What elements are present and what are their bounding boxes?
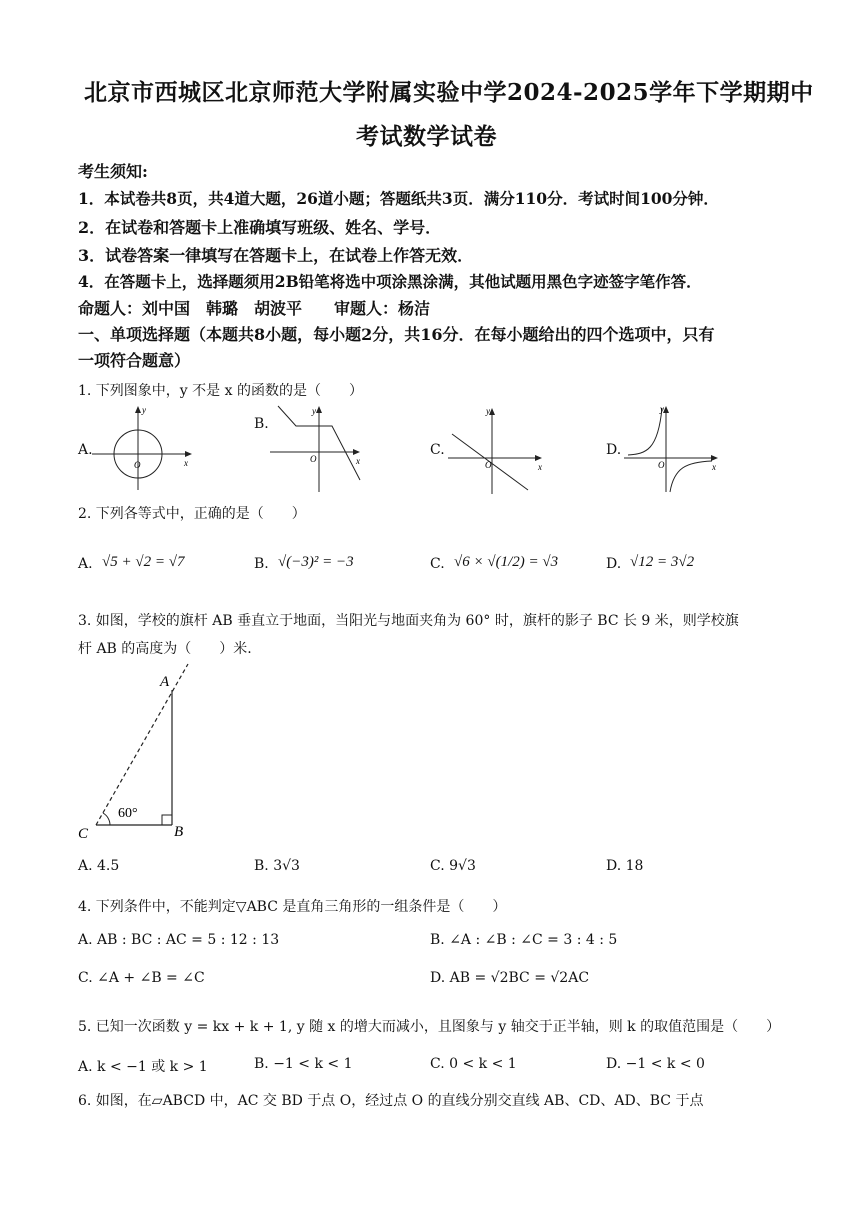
q1-stem: 1. 下列图象中，y 不是 x 的函数的是（ ） (78, 383, 363, 399)
q1-b-x-label: x (356, 456, 360, 466)
q5-stem: 5. 已知一次函数 y = kx + k + 1, y 随 x 的增大而减小，且图象与 y 轴交于正半轴，则 k 的取值范围是（ ） (78, 1019, 781, 1035)
q2-option-c-expr: √6 × √(1/2) = √3 (454, 554, 559, 570)
q2-option-c-label: C. (430, 556, 445, 572)
q1-d-x-label: x (712, 462, 716, 472)
q3-option-b: B. 3√3 (254, 858, 300, 874)
q1-d-y-label: y (660, 404, 664, 414)
q2-option-b-label: B. (254, 556, 269, 572)
notice-item-4: 4．在答题卡上，选择题须用2B铅笔将选中项涂黑涂满，其他试题用黑色字迹签字笔作答． (78, 272, 702, 291)
q3-point-a: A (160, 674, 170, 690)
q3-option-d: D. 18 (606, 858, 644, 874)
notice-item-1: 1．本试卷共8页，共4道大题，26道小题；答题纸共3页．满分110分．考试时间100分钟． (78, 189, 719, 208)
page-title-line2: 考试数学试卷 (356, 123, 497, 150)
q5-option-a: A. k < −1 或 k > 1 (78, 1059, 208, 1075)
q2-option-b-expr: √(−3)² = −3 (278, 554, 354, 570)
section1-heading-line1: 一、单项选择题（本题共8小题，每小题2分，共16分．在每小题给出的四个选项中，只有 (78, 325, 715, 344)
q1-b-origin: O (310, 454, 317, 464)
q1-c-origin: O (485, 460, 492, 470)
q1-option-b-label: B. (254, 416, 269, 432)
q5-option-c: C. 0 < k < 1 (430, 1056, 517, 1072)
q3-option-c: C. 9√3 (430, 858, 476, 874)
q2-option-d-label: D. (606, 556, 622, 572)
q3-point-c: C (78, 826, 89, 840)
sun-ray (96, 664, 188, 825)
q1-graph-d (624, 404, 724, 494)
q1-option-d-label: D. (606, 442, 622, 458)
q2-option-a-label: A. (78, 556, 93, 572)
q4-option-d: D. AB = √2BC = √2AC (430, 970, 590, 986)
q1-a-y-label: y (142, 405, 146, 415)
q1-a-origin: O (134, 460, 141, 470)
notice-item-3: 3．试卷答案一律填写在答题卡上，在试卷上作答无效． (78, 246, 474, 265)
q2-option-d-expr: √12 = 3√2 (630, 554, 695, 570)
page-title-line1: 北京市西城区北京师范大学附属实验中学2024-2025学年下学期期中 (84, 79, 814, 106)
q4-stem: 4. 下列条件中，不能判定▽ABC 是直角三角形的一组条件是（ ） (78, 899, 507, 915)
q5-option-b: B. −1 < k < 1 (254, 1056, 353, 1072)
q1-c-y-label: y (486, 406, 490, 416)
q3-point-b: B (174, 824, 184, 840)
q3-option-a: A. 4.5 (78, 858, 120, 874)
q3-stem-line1: 3. 如图，学校的旗杆 AB 垂直立于地面，当阳光与地面夹角为 60° 时，旗杆的影子 BC 长 9 米，则学校旗 (78, 613, 739, 629)
q1-b-y-label: y (312, 406, 316, 416)
notice-heading: 考生须知: (78, 162, 148, 181)
q1-graph-c (448, 406, 548, 496)
notice-item-2: 2．在试卷和答题卡上准确填写班级、姓名、学号． (78, 218, 442, 237)
section1-heading-line2: 一项符合题意） (78, 351, 191, 370)
q2-option-a-expr: √5 + √2 = √7 (102, 554, 185, 570)
q2-stem: 2. 下列各等式中，正确的是（ ） (78, 506, 306, 522)
q3-flagpole-figure (74, 660, 214, 840)
q1-graph-a (92, 402, 202, 492)
q3-stem-line2: 杆 AB 的高度为（ ）米. (78, 641, 252, 657)
q4-option-a: A. AB : BC : AC = 5 : 12 : 13 (78, 932, 280, 948)
notice-authors: 命题人：刘中国 韩璐 胡波平 审题人：杨洁 (78, 299, 431, 318)
q1-c-x-label: x (538, 462, 542, 472)
q1-option-a-label: A. (78, 442, 93, 458)
q1-a-x-label: x (184, 458, 188, 468)
q3-angle-label: 60° (118, 806, 138, 821)
q5-option-d: D. −1 < k < 0 (606, 1056, 705, 1072)
q4-option-c: C. ∠A + ∠B = ∠C (78, 970, 205, 986)
q6-stem: 6. 如图，在▱ABCD 中，AC 交 BD 于点 O，经过点 O 的直线分别交直线 AB、CD、AD、BC 于点 (78, 1093, 704, 1109)
q1-graph-b (270, 404, 370, 494)
q1-option-c-label: C. (430, 442, 445, 458)
q4-option-b: B. ∠A : ∠B : ∠C = 3 : 4 : 5 (430, 932, 618, 948)
q1-d-origin: O (658, 460, 665, 470)
